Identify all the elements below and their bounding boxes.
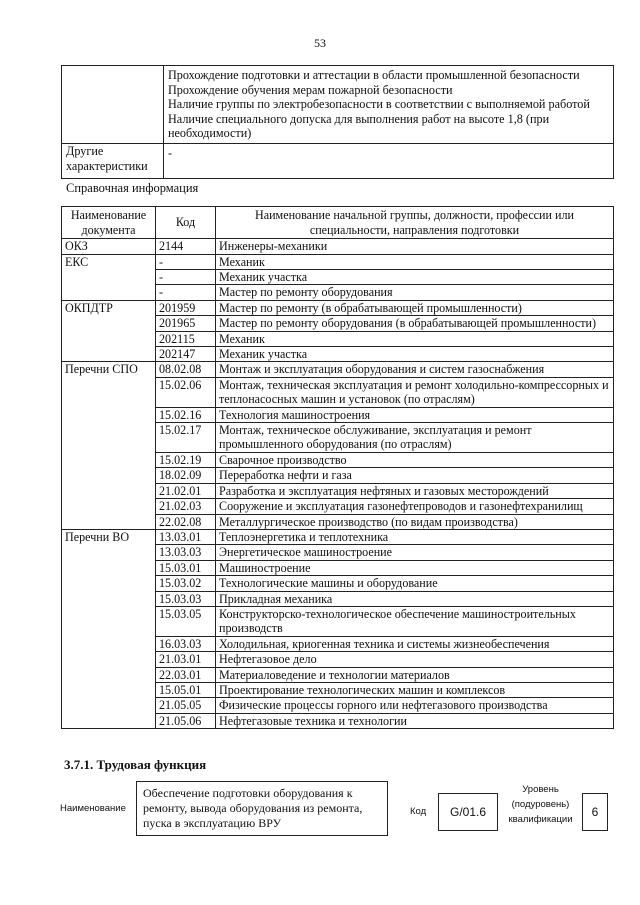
reference-row	[62, 362, 614, 377]
reference-document: ОКЗ	[62, 239, 156, 254]
reference-code: 18.02.09	[156, 468, 216, 483]
reference-code: 15.03.05	[156, 606, 216, 636]
reference-name: Инженеры-механики	[216, 239, 614, 254]
reference-code: -	[156, 254, 216, 269]
reference-name: Механик участка	[216, 347, 614, 362]
reference-header-row	[62, 207, 614, 239]
qualification-level-value: 6	[582, 793, 608, 831]
reference-document: Перечни ВО	[62, 529, 156, 728]
reference-code: 15.02.16	[156, 407, 216, 422]
requirements-list	[164, 66, 614, 144]
reference-name: Материаловедение и технологии материалов	[216, 667, 614, 682]
reference-name: Машиностроение	[216, 560, 614, 575]
reference-name: Энергетическое машиностроение	[216, 545, 614, 560]
requirements-table	[61, 65, 614, 179]
reference-name: Переработка нефти и газа	[216, 468, 614, 483]
requirement-line: Прохождение обучения мерам пожарной безопасности	[168, 82, 453, 97]
reference-code: 15.05.01	[156, 682, 216, 697]
reference-row	[62, 254, 614, 269]
reference-code: 2144	[156, 239, 216, 254]
reference-document: ОКПДТР	[62, 300, 156, 362]
reference-name: Монтаж, техническое обслуживание, эксплуатация и ремонт промышленного оборудования (по отраслям)	[216, 423, 614, 453]
reference-name: Холодильная, криогенная техника и системы жизнеобеспечения	[216, 636, 614, 651]
reference-name: Мастер по ремонту оборудования (в обрабатывающей промышленности)	[216, 316, 614, 331]
reference-code: 202147	[156, 347, 216, 362]
reference-name: Сооружение и эксплуатация газонефтепроводов и газонефтехранилищ	[216, 499, 614, 514]
labor-function-title: 3.7.1. Трудовая функция	[64, 757, 207, 772]
reference-name: Монтаж и эксплуатация оборудования и систем газоснабжения	[216, 362, 614, 377]
reference-code: 202115	[156, 331, 216, 346]
reference-name: Механик участка	[216, 270, 614, 285]
reference-code: 15.03.01	[156, 560, 216, 575]
reference-code: 15.02.19	[156, 452, 216, 467]
reference-code: -	[156, 285, 216, 300]
page-number: 53	[314, 36, 326, 50]
reference-code: 201965	[156, 316, 216, 331]
reference-name: Прикладная механика	[216, 591, 614, 606]
other-characteristics-value: -	[164, 143, 614, 178]
reference-code: 21.05.06	[156, 713, 216, 728]
reference-title: Справочная информация	[66, 181, 199, 195]
reference-code: 15.02.17	[156, 423, 216, 453]
header-name: Наименование начальной группы, должности, профессии или специальности, направления подготовки	[216, 207, 614, 239]
reference-name: Механик	[216, 254, 614, 269]
reference-name: Теплоэнергетика и теплотехника	[216, 529, 614, 544]
reference-code: 21.02.03	[156, 499, 216, 514]
reference-name: Монтаж, техническая эксплуатация и ремонт холодильно-компрессорных и теплонасосных машин и установок (по отраслям)	[216, 377, 614, 407]
reference-name: Нефтегазовое дело	[216, 652, 614, 667]
reference-table	[61, 206, 614, 729]
reference-name: Разработка и эксплуатация нефтяных и газовых месторождений	[216, 483, 614, 498]
reference-code: 13.03.03	[156, 545, 216, 560]
reference-code: 16.03.03	[156, 636, 216, 651]
header-document: Наименование документа	[62, 207, 156, 239]
reference-code: 21.03.01	[156, 652, 216, 667]
function-code-value: G/01.6	[438, 793, 498, 831]
function-code-label: Код	[410, 806, 427, 817]
reference-name: Технологические машины и оборудование	[216, 576, 614, 591]
requirements-row	[62, 66, 614, 144]
requirements-empty-cell	[62, 66, 164, 144]
reference-name: Мастер по ремонту оборудования	[216, 285, 614, 300]
reference-name: Технология машиностроения	[216, 407, 614, 422]
reference-code: 13.03.01	[156, 529, 216, 544]
header-code: Код	[156, 207, 216, 239]
requirement-line: Наличие специального допуска для выполнения работ на высоте 1,8 (при необходимости)	[168, 111, 550, 141]
reference-name: Физические процессы горного или нефтегазового производства	[216, 698, 614, 713]
qualification-level-label: Уровень (подуровень) квалификации	[508, 784, 573, 825]
reference-code: 21.05.05	[156, 698, 216, 713]
reference-row	[62, 300, 614, 315]
reference-row	[62, 529, 614, 544]
reference-name: Конструкторско-технологическое обеспечение машиностроительных производств	[216, 606, 614, 636]
reference-code: 15.03.02	[156, 576, 216, 591]
other-characteristics-label: Другие характеристики	[62, 143, 164, 178]
reference-code: 15.03.03	[156, 591, 216, 606]
reference-name: Механик	[216, 331, 614, 346]
reference-name: Мастер по ремонту (в обрабатывающей промышленности)	[216, 300, 614, 315]
reference-name: Сварочное производство	[216, 452, 614, 467]
reference-code: -	[156, 270, 216, 285]
reference-code: 08.02.08	[156, 362, 216, 377]
function-name-value: Обеспечение подготовки оборудования к ремонту, вывода оборудования из ремонта, пуска в эксплуатацию ВРУ	[136, 781, 388, 836]
reference-name: Нефтегазовые техника и технологии	[216, 713, 614, 728]
other-characteristics-row	[62, 143, 614, 178]
reference-code: 21.02.01	[156, 483, 216, 498]
reference-code: 201959	[156, 300, 216, 315]
reference-name: Проектирование технологических машин и комплексов	[216, 682, 614, 697]
function-name-label: Наименование	[60, 803, 126, 814]
reference-row	[62, 239, 614, 254]
reference-code: 22.02.08	[156, 514, 216, 529]
requirement-line: Наличие группы по электробезопасности в соответствии с выполняемой работой	[168, 97, 590, 112]
reference-document: ЕКС	[62, 254, 156, 300]
reference-code: 15.02.06	[156, 377, 216, 407]
reference-body	[62, 239, 614, 729]
reference-name: Металлургическое производство (по видам производства)	[216, 514, 614, 529]
reference-document: Перечни СПО	[62, 362, 156, 529]
requirement-line: Прохождение подготовки и аттестации в области промышленной безопасности	[168, 68, 580, 82]
reference-code: 22.03.01	[156, 667, 216, 682]
